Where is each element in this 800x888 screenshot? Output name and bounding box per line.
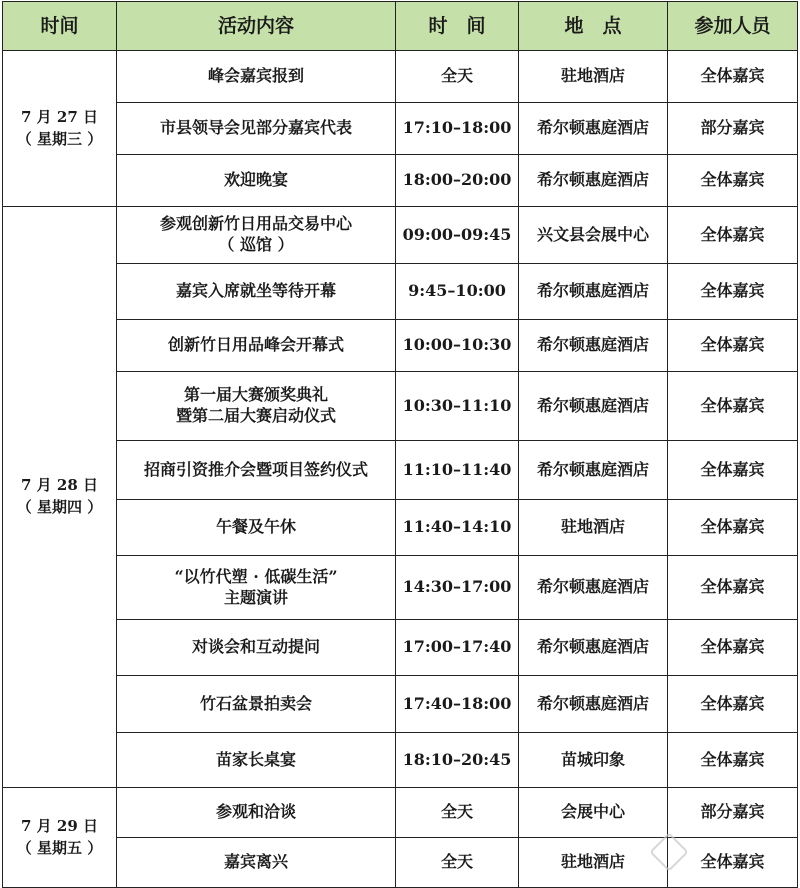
header-time: 时 间 [396, 2, 519, 51]
time-cell: 9:45–10:00 [396, 264, 519, 320]
people-cell: 全体嘉宾 [668, 733, 798, 788]
time-cell: 10:00–10:30 [396, 320, 519, 372]
people-cell: 全体嘉宾 [668, 207, 798, 264]
place-cell: 希尔顿惠庭酒店 [519, 372, 668, 441]
time-cell: 全天 [396, 838, 519, 888]
time-cell: 11:10–11:40 [396, 441, 519, 500]
activity-text: 主题演讲 [223, 587, 288, 607]
time-cell: 14:30–17:00 [396, 556, 519, 620]
place-cell: 会展中心 [519, 788, 668, 838]
activity-cell [117, 788, 396, 838]
time-cell: 09:00–09:45 [396, 207, 519, 264]
activity-text: （ 巡馆 ） [218, 235, 294, 254]
time-cell: 18:00–20:00 [396, 155, 519, 207]
table-row [3, 441, 798, 500]
day-weekday: （ 星期三 ） [16, 129, 103, 148]
people-cell: 全体嘉宾 [668, 155, 798, 207]
activity-cell [117, 838, 396, 888]
activity-cell [117, 320, 396, 372]
table-row [3, 51, 798, 103]
activity-text: 参观创新竹日用品交易中心 [159, 214, 352, 234]
people-cell: 全体嘉宾 [668, 556, 798, 620]
schedule-body [3, 51, 798, 888]
activity-cell [117, 372, 396, 441]
activity-text: 暨第二届大赛启动仪式 [175, 406, 336, 425]
people-cell: 全体嘉宾 [668, 264, 798, 320]
day-date: 7 月 29 日 [21, 816, 98, 835]
header-place: 地 点 [519, 2, 668, 51]
day-cell [3, 51, 117, 207]
time-cell: 全天 [396, 51, 519, 103]
place-cell: 希尔顿惠庭酒店 [519, 441, 668, 500]
table-row [3, 788, 798, 838]
people-cell: 全体嘉宾 [668, 620, 798, 676]
activity-cell [117, 51, 396, 103]
table-row [3, 556, 798, 620]
day-weekday: （ 星期五 ） [16, 838, 103, 857]
activity-text: 招商引资推介会暨项目签约仪式 [143, 459, 368, 479]
table-row [3, 207, 798, 264]
place-cell: 希尔顿惠庭酒店 [519, 620, 668, 676]
table-row [3, 320, 798, 372]
header-row [3, 2, 798, 51]
day-cell [3, 788, 117, 888]
activity-text: 欢迎晚宴 [223, 170, 288, 190]
activity-cell [117, 500, 396, 556]
time-cell: 17:10–18:00 [396, 103, 519, 155]
time-cell: 18:10–20:45 [396, 733, 519, 788]
table-row [3, 676, 798, 733]
activity-cell [117, 103, 396, 155]
activity-cell [117, 264, 396, 320]
time-cell: 全天 [396, 788, 519, 838]
table-row [3, 500, 798, 556]
table-row [3, 155, 798, 207]
people-cell: 部分嘉宾 [668, 788, 798, 838]
time-cell: 17:40–18:00 [396, 676, 519, 733]
place-cell: 希尔顿惠庭酒店 [519, 676, 668, 733]
activity-text: 峰会嘉宾报到 [207, 66, 304, 86]
activity-text: 参观和洽谈 [215, 802, 296, 822]
activity-text: 嘉宾离兴 [223, 852, 288, 872]
activity-cell [117, 620, 396, 676]
table-row [3, 103, 798, 155]
activity-text: 市县领导会见部分嘉宾代表 [159, 118, 352, 138]
activity-cell [117, 441, 396, 500]
table-row [3, 620, 798, 676]
people-cell: 全体嘉宾 [668, 676, 798, 733]
activity-cell [117, 207, 396, 264]
activity-cell [117, 733, 396, 788]
activity-text: 苗家长桌宴 [215, 749, 296, 769]
people-cell: 全体嘉宾 [668, 372, 798, 441]
activity-text: 午餐及午休 [215, 517, 296, 537]
activity-cell [117, 155, 396, 207]
place-cell: 希尔顿惠庭酒店 [519, 556, 668, 620]
day-date: 7 月 28 日 [21, 476, 98, 495]
activity-text: 第一届大赛颁奖典礼 [183, 385, 328, 405]
activity-cell [117, 556, 396, 620]
place-cell: 希尔顿惠庭酒店 [519, 155, 668, 207]
time-cell: 10:30–11:10 [396, 372, 519, 441]
people-cell: 全体嘉宾 [668, 441, 798, 500]
table-row [3, 372, 798, 441]
day-cell [3, 207, 117, 788]
place-cell: 希尔顿惠庭酒店 [519, 103, 668, 155]
table-row [3, 733, 798, 788]
activity-text: 对谈会和互动提问 [191, 637, 320, 657]
place-cell: 驻地酒店 [519, 500, 668, 556]
header-date: 时间 [3, 2, 117, 51]
people-cell: 全体嘉宾 [668, 838, 798, 888]
place-cell: 希尔顿惠庭酒店 [519, 320, 668, 372]
schedule-table [2, 1, 798, 888]
table-row [3, 264, 798, 320]
place-cell: 苗城印象 [519, 733, 668, 788]
time-cell: 17:00–17:40 [396, 620, 519, 676]
people-cell: 部分嘉宾 [668, 103, 798, 155]
activity-text: 嘉宾入席就坐等待开幕 [175, 281, 336, 301]
people-cell: 全体嘉宾 [668, 51, 798, 103]
place-cell: 驻地酒店 [519, 838, 668, 888]
header-activity: 活动内容 [117, 2, 396, 51]
activity-text: 竹石盆景拍卖会 [199, 693, 312, 713]
people-cell: 全体嘉宾 [668, 500, 798, 556]
place-cell: 驻地酒店 [519, 51, 668, 103]
header-people: 参加人员 [668, 2, 798, 51]
activity-text: 创新竹日用品峰会开幕式 [167, 335, 344, 355]
people-cell: 全体嘉宾 [668, 320, 798, 372]
time-cell: 11:40–14:10 [396, 500, 519, 556]
place-cell: 希尔顿惠庭酒店 [519, 264, 668, 320]
day-date: 7 月 27 日 [21, 107, 98, 126]
activity-cell [117, 676, 396, 733]
activity-text: “以竹代塑 · 低碳生活” [174, 566, 338, 586]
day-weekday: （ 星期四 ） [16, 498, 103, 516]
place-cell: 兴文县会展中心 [519, 207, 668, 264]
